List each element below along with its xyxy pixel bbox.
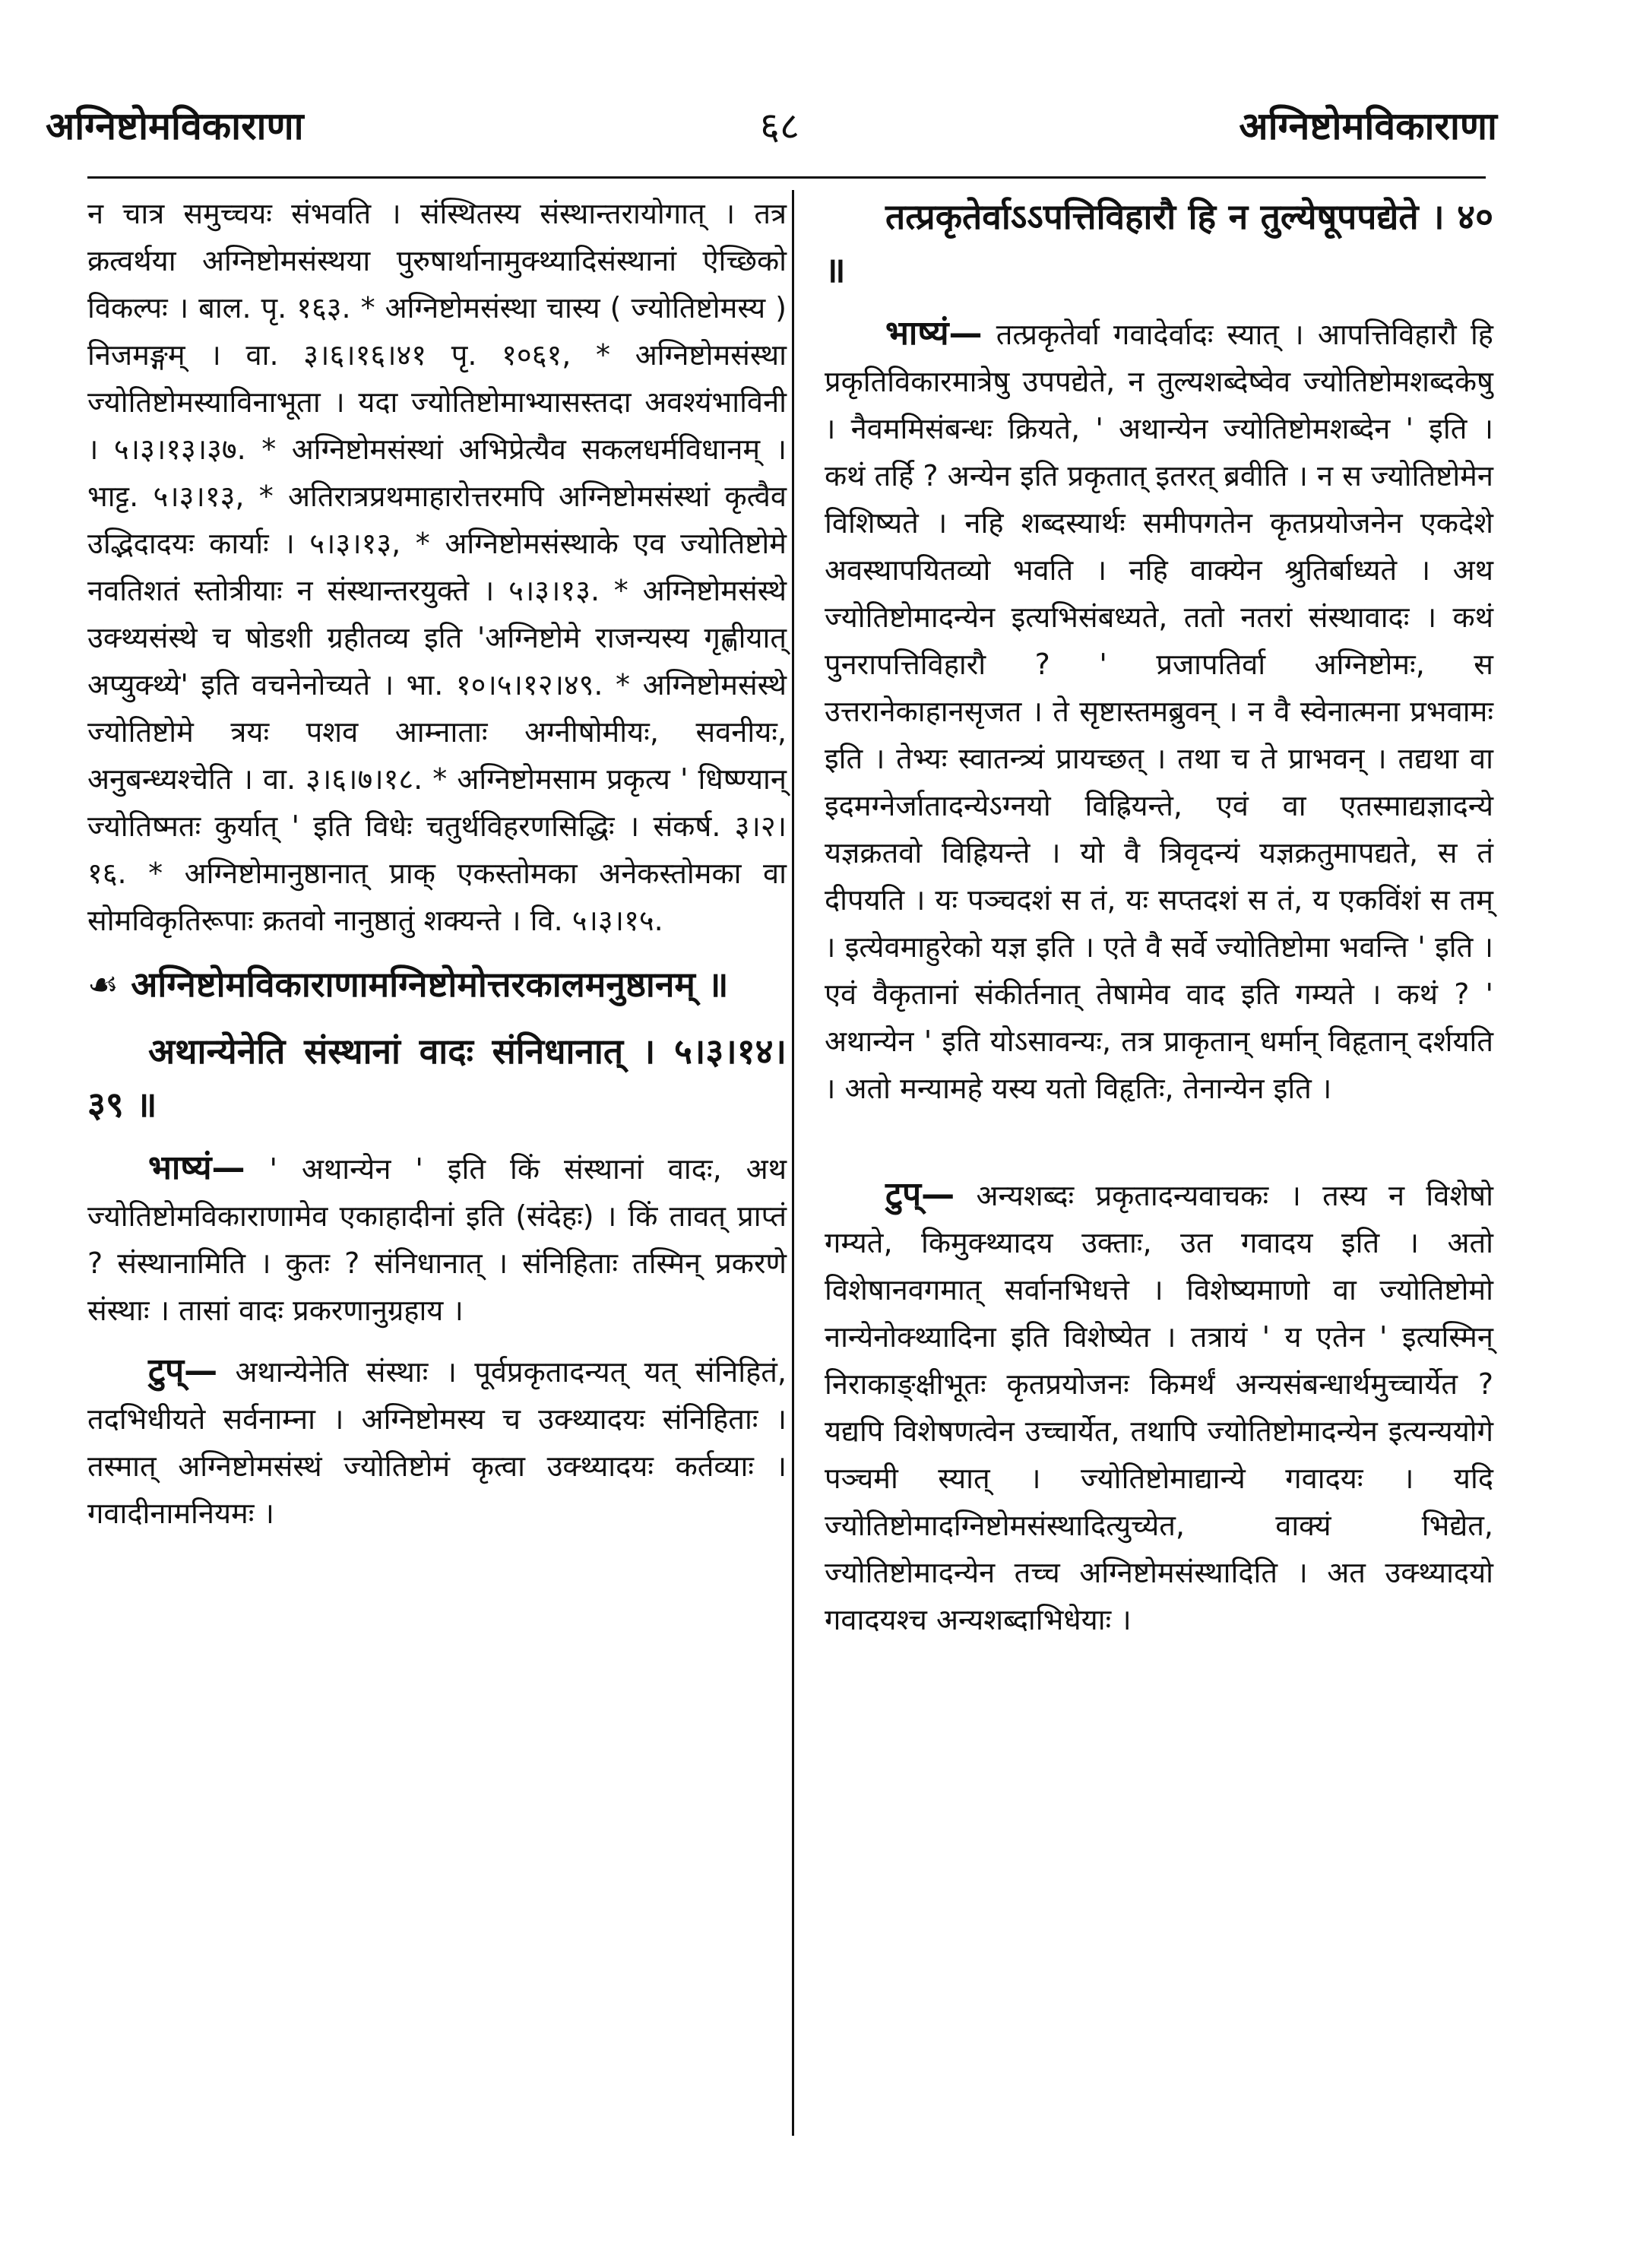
- right-bhashya-text: तत्प्रकृतेर्वा गवादेर्वादः स्यात् । आपत्तिविहारौ हि प्रकृतिविकारमात्रेषु उपपद्येते, न तुल्यशब्देष्वेव ज्योतिष्टोमशब्दकेषु । नैवममिसंबन्धः क्रियते, ' अथान्येन ज्योतिष्टोमशब्देन ' इति । कथं तर्हि ? अन्येन इति प्रकृतात् इतरत् ब्रवीति । न स ज्योतिष्टोमेन विशिष्यते । नहि शब्दस्यार्थः समीपगतेन कृतप्रयोजनेन एकदेशे अवस्थापयितव्यो भवति । नहि वाक्येन श्रुतिर्बाध्यते । अथ ज्योतिष्टोमादन्येन इत्यभिसंबध्यते, ततो नतरां संस्थावादः । कथं पुनरापत्तिविहारौ ? ' प्रजापतिर्वा अग्निष्टोमः, स उत्तरानेकाहानसृजत । ते सृष्टास्तमब्रुवन् । न वै स्वेनात्मना प्रभवामः इति । तेभ्यः स्वातन्त्र्यं प्रायच्छत् । तथा च ते प्राभवन् । तद्यथा वा इदमग्नेर्जातादन्येऽग्नयो विह्रियन्ते, एवं वा एतस्माद्यज्ञादन्ये यज्ञक्रतवो विह्रियन्ते । यो वै त्रिवृदन्यं यज्ञक्रतुमापद्यते, स तं दीपयति । यः पञ्चदशं स तं, यः सप्तदशं स तं, य एकविंशं स तम् । इत्येवमाहुरेको यज्ञ इति । एते वै सर्वे ज्योतिष्टोमा भवन्ति ' इति । एवं वैकृतानां संकीर्तनात् तेषामेव वाद इति गम्यते । कथं ? ' अथान्येन ' इति योऽसावन्यः, तत्र प्राकृतान् धर्मान् विहृतान् दर्शयति । अतो मन्यामहे यस्य यतो विहृतिः, तेनान्येन इति ।: [825, 318, 1493, 1105]
- left-column: [87, 190, 787, 1551]
- left-tup-text: अथान्येनेति संस्थाः । पूर्वप्रकृतादन्यत् यत् संनिहितं, तदभिधीयते सर्वनाम्ना । अग्निष्टोमस्य च उक्थ्यादयः संनिहिताः । तस्मात् अग्निष्टोमसंस्थं ज्योतिष्टोमं कृत्वा उक्थ्यादयः कर्तव्याः । गवादीनामनियमः ।: [87, 1355, 787, 1530]
- tup-label: टुप्—: [885, 1175, 955, 1214]
- section-heading: ☙ अग्निष्टोमविकाराणामग्निष्टोमोत्तरकालमनुष्ठानम् ॥: [87, 964, 729, 1005]
- bhashya-label: भाष्यं—: [148, 1148, 245, 1187]
- left-bhashya-text: ' अथान्येन ' इति किं संस्थानां वादः, अथ ज्योतिष्टोमविकाराणामेव एकाहादीनां इति (संदेहः) । किं तावत् प्राप्तं ? संस्थानामिति । कुतः ? संनिधानात् । संनिहिताः तस्मिन् प्रकरणे संस्थाः । तासां वादः प्रकरणानुग्रहाय ।: [87, 1152, 787, 1327]
- right-column: [825, 190, 1493, 1657]
- left-bhashya: [87, 1145, 787, 1334]
- sutra-39: अथान्येनेति संस्थानां वादः संनिधानात् । ५।३।१४।३९ ॥: [87, 1031, 787, 1125]
- running-head-right: अग्निष्टोमविकाराणा: [1239, 104, 1497, 148]
- spacer: [825, 1126, 1493, 1171]
- page-header: [46, 53, 1497, 167]
- column-divider: [792, 190, 794, 2136]
- sutra-40: तत्प्रकृतेर्वाऽऽपत्तिविहारौ हि न तुल्येषूपपद्येते । ४० ॥: [825, 196, 1493, 290]
- right-tup-text: अन्यशब्दः प्रकृतादन्यवाचकः । तस्य न विशेषो गम्यते, किमुक्थ्यादय उक्ताः, उत गवादय इति । अतो विशेषानवगमात् सर्वानभिधत्ते । विशेष्यमाणो वा ज्योतिष्टोमो नान्येनोक्थ्यादिना इति विशेष्येत । तत्रायं ' य एतेन ' इत्यस्मिन् निराकाङ्क्षीभूतः कृतप्रयोजनः किमर्थं अन्यसंबन्धार्थमुच्चार्येत ? यद्यपि विशेषणत्वेन उच्चार्येत, तथापि ज्योतिष्टोमादन्येन इत्यन्ययोगे पञ्चमी स्यात् । ज्योतिष्टोमाद्यान्ये गवादयः । यदि ज्योतिष्टोमादग्निष्टोमसंस्थादित्युच्येत, वाक्यं भिद्येत, ज्योतिष्टोमादन्येन तच्च अग्निष्टोमसंस्थादिति । अत उक्थ्यादयो गवादयश्च अन्यशब्दाभिधेयाः ।: [825, 1179, 1493, 1636]
- running-head-left: अग्निष्टोमविकाराणा: [46, 104, 304, 148]
- header-rule: [87, 176, 1486, 179]
- right-bhashya: [825, 310, 1493, 1112]
- left-tup: [87, 1348, 787, 1537]
- bhashya-label: भाष्यं—: [885, 314, 983, 353]
- right-tup: [825, 1171, 1493, 1643]
- page-number: ६८: [760, 104, 799, 148]
- tup-label: टुप्—: [148, 1351, 218, 1390]
- left-para-1: न चात्र समुच्चयः संभवति । संस्थितस्य संस्थान्तरायोगात् । तत्र क्रत्वर्थया अग्निष्टोमसंस्थया पुरुषार्थानामुक्थ्यादिसंस्थानां ऐच्छिको विकल्पः । बाल. पृ. १६३. * अग्निष्टोमसंस्था चास्य ( ज्योतिष्टोमस्य ) निजमङ्गम् । वा. ३।६।१६।४१ पृ. १०६१, * अग्निष्टोमसंस्था ज्योतिष्टोमस्याविनाभूता । यदा ज्योतिष्टोमाभ्यासस्तदा अवश्यंभाविनी । ५।३।१३।३७. * अग्निष्टोमसंस्थां अभिप्रेत्यैव सकलधर्मविधानम् । भाट्ट. ५।३।१३, * अतिरात्रप्रथमाहारोत्तरमपि अग्निष्टोमसंस्थां कृत्वैव उद्भिदादयः कार्याः । ५।३।१३, * अग्निष्टोमसंस्थाके एव ज्योतिष्टोमे नवतिशतं स्तोत्रीयाः न संस्थान्तरयुक्ते । ५।३।१३. * अग्निष्टोमसंस्थे उक्थ्यसंस्थे च षोडशी ग्रहीतव्य इति 'अग्निष्टोमे राजन्यस्य गृह्णीयात् अप्युक्थ्ये' इति वचनेनोच्यते । भा. १०।५।१२।४९. * अग्निष्टोमसंस्थे ज्योतिष्टोमे त्रयः पशव आम्नाताः अग्नीषोमीयः, सवनीयः, अनुबन्ध्यश्चेति । वा. ३।६।७।१८. * अग्निष्टोमसाम प्रकृत्य ' धिष्ण्यान् ज्योतिष्मतः कुर्यात् ' इति विधेः चतुर्थविहरणसिद्धिः । संकर्ष. ३।२।१६. * अग्निष्टोमानुष्ठानात् प्राक् एकस्तोमका अनेकस्तोमका वा सोमविकृतिरूपाः क्रतवो नानुष्ठातुं शक्यन्ते । वि. ५।३।१५.: [87, 197, 787, 937]
